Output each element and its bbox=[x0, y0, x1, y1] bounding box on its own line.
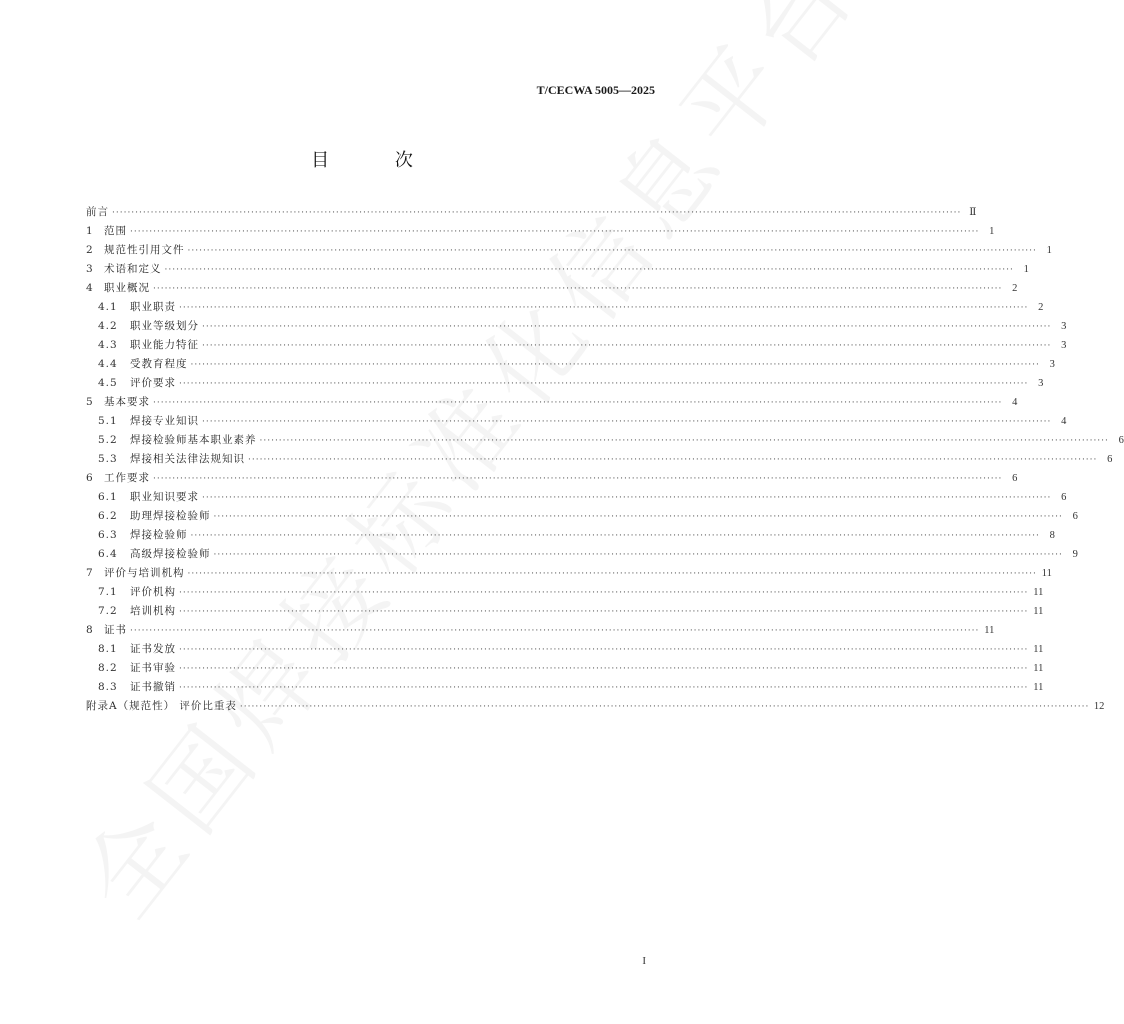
toc-leader-dots: ···························································································································································································································· bbox=[179, 379, 1029, 389]
toc-entry-number: 6.1 bbox=[98, 491, 118, 503]
toc-entry-page: 6 bbox=[1012, 473, 1018, 484]
toc-entry-label: 助理焊接检验师 bbox=[130, 510, 211, 522]
toc-entry[interactable] bbox=[86, 336, 1067, 355]
toc-entry-page: 3 bbox=[1061, 321, 1067, 332]
toc-entry-page: 11 bbox=[1033, 606, 1044, 617]
toc-leader-dots: ···························································································································································································································· bbox=[153, 284, 1003, 294]
toc-entry-page: 6 bbox=[1107, 454, 1113, 465]
toc-leader-dots: ···························································································································································································································· bbox=[179, 607, 1029, 617]
toc-entry-label: 规范性引用文件 bbox=[104, 244, 185, 256]
toc-entry-number: 5.1 bbox=[98, 415, 118, 427]
toc-entry-number: 5.2 bbox=[98, 434, 118, 446]
toc-entry[interactable] bbox=[86, 298, 1044, 317]
toc-entry[interactable] bbox=[86, 222, 995, 241]
toc-entry[interactable] bbox=[86, 203, 977, 222]
toc-leader-dots: ···························································································································································································································· bbox=[187, 246, 1037, 256]
toc-entry-number: 3 bbox=[86, 263, 94, 275]
toc-entry-number: 8.2 bbox=[98, 662, 118, 674]
toc-leader-dots: ···························································································································································································································· bbox=[213, 512, 1063, 522]
toc-entry-label: 证书审验 bbox=[130, 662, 176, 674]
toc-entry[interactable] bbox=[86, 621, 995, 640]
page-number: I bbox=[642, 955, 646, 967]
toc-entry-number: 8.1 bbox=[98, 643, 118, 655]
toc-entry-page: 2 bbox=[1038, 302, 1044, 313]
toc-entry[interactable] bbox=[86, 241, 1052, 260]
toc-entry[interactable] bbox=[86, 393, 1018, 412]
toc-entry-page: 6 bbox=[1118, 435, 1124, 446]
toc-entry[interactable] bbox=[86, 659, 1044, 678]
toc-leader-dots: ···························································································································································································································· bbox=[239, 702, 1090, 712]
toc-entry-page: 11 bbox=[1033, 663, 1044, 674]
toc-entry-label: 职业知识要求 bbox=[130, 491, 199, 503]
toc-entry-number: 4.4 bbox=[98, 358, 118, 370]
toc-entry[interactable] bbox=[86, 507, 1078, 526]
toc-entry[interactable] bbox=[86, 412, 1067, 431]
toc-leader-dots: ···························································································································································································································· bbox=[179, 683, 1029, 693]
toc-entry[interactable] bbox=[86, 279, 1018, 298]
toc-entry-number: 6.3 bbox=[98, 529, 118, 541]
toc-leader-dots: ···························································································································································································································· bbox=[164, 265, 1014, 275]
toc-entry-label: 培训机构 bbox=[130, 605, 176, 617]
toc-entry-label: 工作要求 bbox=[104, 472, 150, 484]
toc-entry[interactable] bbox=[86, 488, 1067, 507]
toc-entry[interactable] bbox=[86, 545, 1078, 564]
toc-leader-dots: ···························································································································································································································· bbox=[179, 588, 1029, 598]
toc-entry-label: 受教育程度 bbox=[130, 358, 188, 370]
toc-entry-number: 2 bbox=[86, 244, 94, 256]
toc-entry-page: 1 bbox=[989, 226, 995, 237]
toc-entry-page: Ⅱ bbox=[969, 207, 977, 218]
toc-entry-page: 11 bbox=[1041, 568, 1052, 579]
toc-entry-page: 1 bbox=[1046, 245, 1052, 256]
toc-entry-page: 6 bbox=[1061, 492, 1067, 503]
toc-entry[interactable] bbox=[86, 450, 1113, 469]
toc-entry-number: 4 bbox=[86, 282, 94, 294]
toc-entry-page: 11 bbox=[1033, 644, 1044, 655]
toc-entry[interactable] bbox=[86, 602, 1044, 621]
table-of-contents bbox=[86, 203, 1124, 716]
toc-entry-number: 7.2 bbox=[98, 605, 118, 617]
toc-leader-dots: ···························································································································································································································· bbox=[259, 436, 1109, 446]
toc-entry-label: 基本要求 bbox=[104, 396, 150, 408]
toc-entry-number: 5 bbox=[86, 396, 94, 408]
toc-entry-label: 职业等级划分 bbox=[130, 320, 199, 332]
toc-entry-page: 11 bbox=[1033, 682, 1044, 693]
toc-entry-label: 焊接相关法律法规知识 bbox=[130, 453, 245, 465]
toc-leader-dots: ···························································································································································································································· bbox=[187, 569, 1037, 579]
toc-entry-number: 6.4 bbox=[98, 548, 118, 560]
toc-entry-number: 8 bbox=[86, 624, 94, 636]
toc-leader-dots: ···························································································································································································································· bbox=[153, 474, 1003, 484]
toc-leader-dots: ···························································································································································································································· bbox=[248, 455, 1098, 465]
toc-entry[interactable] bbox=[86, 583, 1044, 602]
toc-entry-page: 11 bbox=[984, 625, 995, 636]
toc-entry-label: 术语和定义 bbox=[104, 263, 162, 275]
toc-leader-dots: ···························································································································································································································· bbox=[179, 645, 1029, 655]
toc-entry[interactable] bbox=[86, 697, 1105, 716]
page-title: 目 次 bbox=[311, 150, 443, 171]
toc-entry-page: 12 bbox=[1093, 701, 1105, 712]
toc-entry-label: 焊接检验师基本职业素养 bbox=[130, 434, 257, 446]
toc-entry-number: 1 bbox=[86, 225, 94, 237]
toc-entry-label: 证书 bbox=[104, 624, 127, 636]
toc-entry[interactable] bbox=[86, 526, 1055, 545]
toc-leader-dots: ···························································································································································································································· bbox=[202, 417, 1052, 427]
toc-entry[interactable] bbox=[86, 678, 1044, 697]
toc-entry-page: 2 bbox=[1012, 283, 1018, 294]
toc-entry-number: 8.3 bbox=[98, 681, 118, 693]
toc-leader-dots: ···························································································································································································································· bbox=[190, 360, 1040, 370]
toc-entry-page: 3 bbox=[1061, 340, 1067, 351]
toc-entry[interactable] bbox=[86, 469, 1018, 488]
toc-entry[interactable] bbox=[86, 355, 1055, 374]
toc-entry[interactable] bbox=[86, 564, 1052, 583]
toc-entry[interactable] bbox=[86, 374, 1044, 393]
toc-entry-number: 7 bbox=[86, 567, 94, 579]
toc-entry-page: 3 bbox=[1049, 359, 1055, 370]
toc-entry[interactable] bbox=[86, 317, 1067, 336]
toc-entry-page: 8 bbox=[1049, 530, 1055, 541]
toc-leader-dots: ···························································································································································································································· bbox=[202, 341, 1052, 351]
toc-leader-dots: ···························································································································································································································· bbox=[130, 227, 980, 237]
toc-entry-label: 证书发放 bbox=[130, 643, 176, 655]
toc-entry[interactable] bbox=[86, 640, 1044, 659]
toc-leader-dots: ···························································································································································································································· bbox=[112, 208, 962, 218]
toc-entry-label: 职业能力特征 bbox=[130, 339, 199, 351]
toc-entry-label: 职业概况 bbox=[104, 282, 150, 294]
toc-entry-label: 附录A（规范性） 评价比重表 bbox=[86, 700, 237, 712]
toc-leader-dots: ···························································································································································································································· bbox=[190, 531, 1040, 541]
toc-leader-dots: ···························································································································································································································· bbox=[213, 550, 1063, 560]
toc-entry-number: 4.2 bbox=[98, 320, 118, 332]
toc-entry-page: 1 bbox=[1023, 264, 1029, 275]
toc-entry-page: 9 bbox=[1072, 549, 1078, 560]
toc-entry-page: 4 bbox=[1061, 416, 1067, 427]
toc-leader-dots: ···························································································································································································································· bbox=[153, 398, 1003, 408]
toc-entry-label: 评价机构 bbox=[130, 586, 176, 598]
toc-entry-label: 评价与培训机构 bbox=[104, 567, 185, 579]
toc-leader-dots: ···························································································································································································································· bbox=[202, 493, 1052, 503]
toc-entry-label: 前言 bbox=[86, 206, 109, 218]
toc-entry-page: 11 bbox=[1033, 587, 1044, 598]
toc-leader-dots: ···························································································································································································································· bbox=[130, 626, 980, 636]
toc-leader-dots: ···························································································································································································································· bbox=[202, 322, 1052, 332]
toc-entry-label: 焊接检验师 bbox=[130, 529, 188, 541]
toc-entry-number: 4.5 bbox=[98, 377, 118, 389]
toc-entry-label: 高级焊接检验师 bbox=[130, 548, 211, 560]
toc-entry-number: 7.1 bbox=[98, 586, 118, 598]
toc-entry-label: 焊接专业知识 bbox=[130, 415, 199, 427]
toc-entry-number: 5.3 bbox=[98, 453, 118, 465]
toc-entry-label: 职业职责 bbox=[130, 301, 176, 313]
toc-entry-label: 范围 bbox=[104, 225, 127, 237]
toc-entry-label: 证书撤销 bbox=[130, 681, 176, 693]
toc-entry[interactable] bbox=[86, 431, 1124, 450]
toc-entry-number: 4.3 bbox=[98, 339, 118, 351]
toc-leader-dots: ···························································································································································································································· bbox=[179, 303, 1029, 313]
toc-entry-number: 4.1 bbox=[98, 301, 118, 313]
standard-code: T/CECWA 5005—2025 bbox=[536, 83, 655, 97]
toc-entry-page: 3 bbox=[1038, 378, 1044, 389]
toc-entry[interactable] bbox=[86, 260, 1029, 279]
toc-entry-page: 4 bbox=[1012, 397, 1018, 408]
toc-entry-page: 6 bbox=[1072, 511, 1078, 522]
toc-entry-label: 评价要求 bbox=[130, 377, 176, 389]
toc-leader-dots: ···························································································································································································································· bbox=[179, 664, 1029, 674]
toc-entry-number: 6.2 bbox=[98, 510, 118, 522]
toc-entry-number: 6 bbox=[86, 472, 94, 484]
